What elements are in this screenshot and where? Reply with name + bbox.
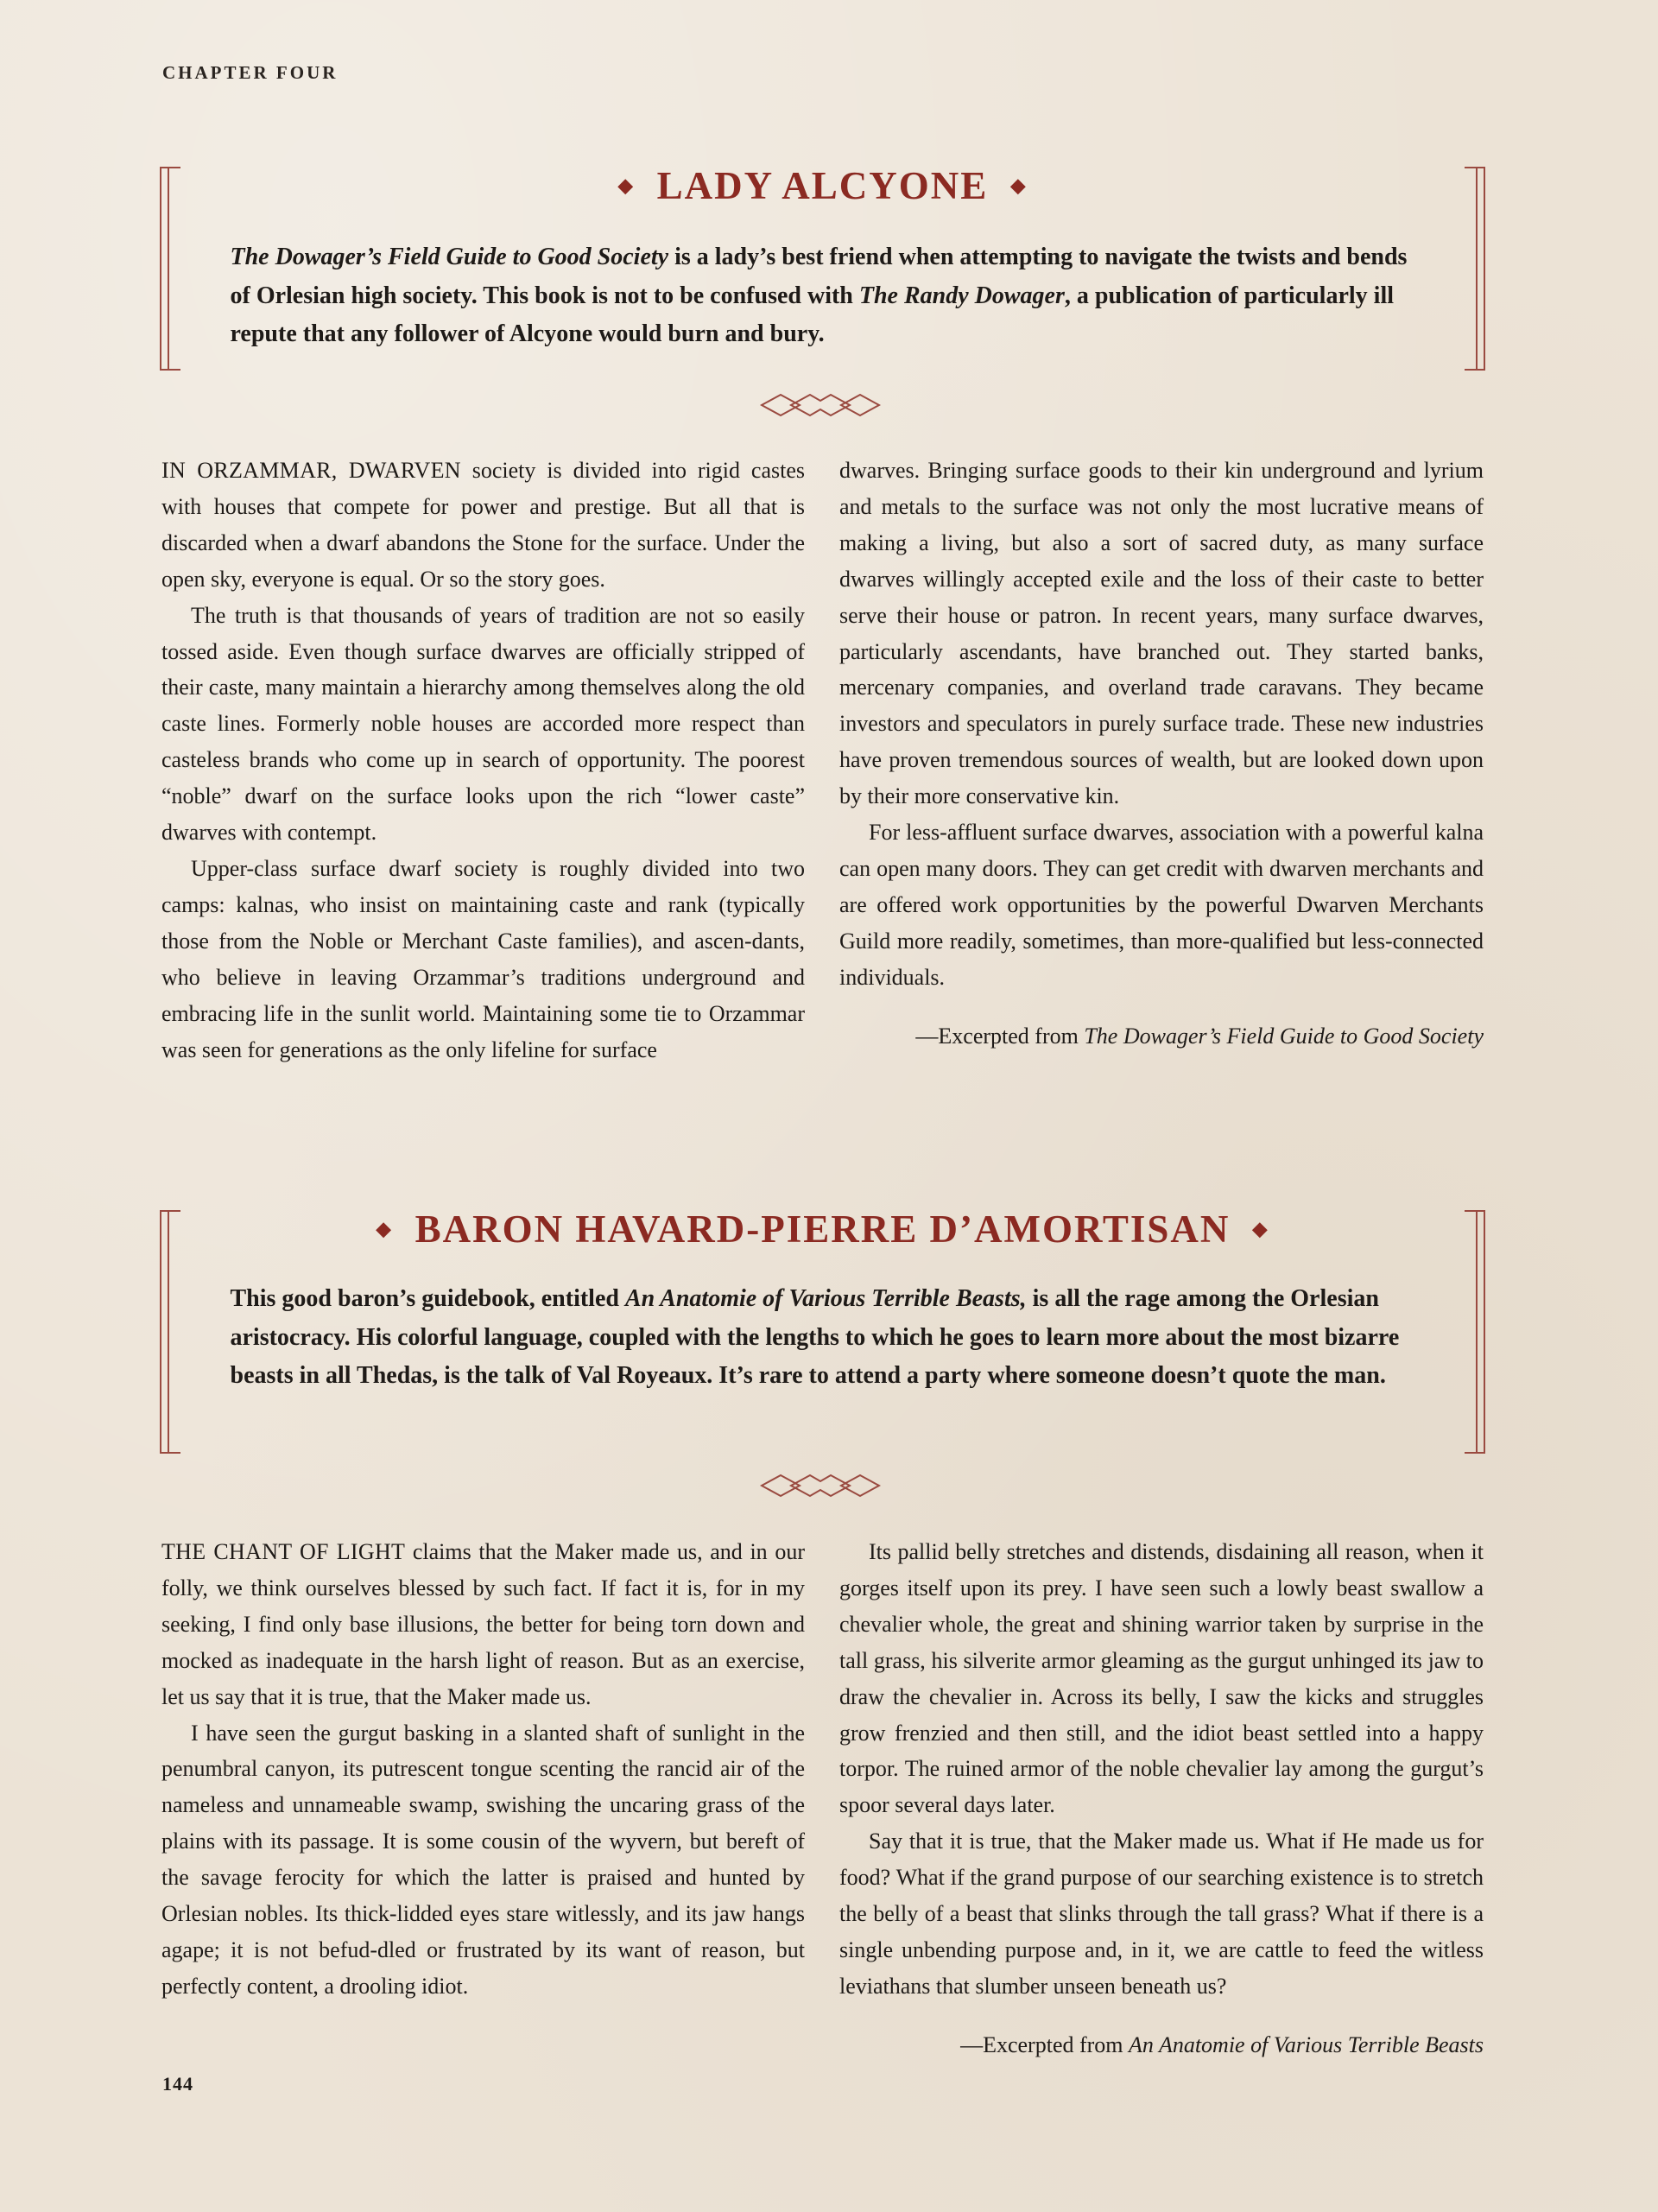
section-title: ◆ BARON HAVARD-PIERRE D’AMORTISAN ◆ [376, 1207, 1269, 1251]
paragraph: Its pallid belly stretches and distends, disdaining all reason, when it gorges itself upon its prey. I have seen such a lowly beast swallow a chevalier whole, the great and shining warrior taken by surprise in the tall grass, his silverite armor gleaming as the gurgut unhinged its jaw to draw the chevalier in. Across its belly, I saw the kicks and struggles grow frenzied and then still, and the idiot beast settled into a happy torpor. The ruined armor of the noble chevalier lay among the gurgut’s spoor several days later. [839, 1539, 1484, 1818]
right-bracket-decoration [1465, 167, 1485, 371]
attribution: —Excerpted from The Dowager’s Field Guide to Good Society [915, 1023, 1484, 1049]
right-column [839, 1534, 1484, 2063]
paragraph: For less-affluent surface dwarves, association with a powerful kalna can open many doors. They can get credit with dwarven merchants and are offered work opportunities by the powerful Dwarven Merchants Guild more readily, sometimes, than more-qualified but less-connected individuals. [839, 820, 1484, 990]
callout-baron-havard [160, 1207, 1485, 1454]
page-number: 144 [162, 2073, 193, 2095]
right-column [839, 453, 1484, 1055]
ornament-divider-icon [760, 1471, 881, 1500]
paragraph: dwarves. Bringing surface goods to their kin underground and lyrium and metals to the surface was not only the most lucrative means of making a living, but also a sort of sacred duty, as many surface dwarves willingly accepted exile and the loss of their caste to better serve their house or patron. In recent years, many surface dwarves, particularly ascendants, have branched out. They started banks, mercenary companies, and overland trade caravans. They became investors and speculators in purely surface trade. These new industries have proven tremendous sources of wealth, but are looked down upon by their more conservative kin. [839, 458, 1484, 809]
chapter-header: CHAPTER FOUR [162, 62, 339, 83]
section-intro: The Dowager’s Field Guide to Good Society is a lady’s best friend when attempting to navigate the twists and bends of Orlesian high society. This book is not to be confused with The Randy Dowager, a publication of particularly ill repute that any follower of Alcyone would burn and bury. [230, 244, 1408, 347]
section-intro: This good baron’s guidebook, entitled An Anatomie of Various Terrible Beasts, is all the rage among the Orlesian aristocracy. His colorful language, coupled with the lengths to which he goes to learn more about the most bizarre beasts in all Thedas, is the talk of Val Royeaux. It’s rare to attend a party where someone doesn’t quote the man. [230, 1285, 1400, 1389]
diamond-icon: ◆ [1252, 1218, 1269, 1239]
paragraph: The truth is that thousands of years of tradition are not so easily tossed aside. Even though surface dwarves are officially stripped of their caste, many maintain a hierarchy among themselves along the old caste lines. Formerly noble houses are accorded more respect than casteless brands who come up in search of opportunity. The poorest “noble” dwarf on the surface looks upon the rich “lower caste” dwarves with contempt. [161, 602, 805, 846]
left-column [161, 453, 805, 1068]
book-title: The Randy Dowager [858, 282, 1065, 309]
callout-lady-alcyone [160, 164, 1485, 371]
right-bracket-decoration [1465, 1210, 1485, 1454]
left-column [161, 1534, 805, 2005]
book-title: The Dowager’s Field Guide to Good Society [230, 244, 669, 270]
attribution: —Excerpted from An Anatomie of Various Terrible Beasts [960, 2031, 1484, 2057]
left-bracket-decoration [160, 167, 180, 371]
paragraph: Upper-class surface dwarf society is roughly divided into two camps: kalnas, who insist on maintaining caste and rank (typically those from the Noble or Merchant Caste families), and ascen-dants, who believe in leaving Orzammar’s traditions underground and embracing life in the sunlit world. Maintaining some tie to Orzammar was seen for generations as the only lifeline for surface [161, 855, 805, 1062]
paragraph: THE CHANT OF LIGHT claims that the Maker made us, and in our folly, we think ourselves blessed by such fact. If fact it is, for in my seeking, I find only base illusions, the better for being torn down and mocked as inadequate in the harsh light of reason. But as an exercise, let us say that it is true, that the Maker made us. [161, 1539, 805, 1709]
paragraph: I have seen the gurgut basking in a slanted shaft of sunlight in the penumbral canyon, its putrescent tongue scenting the rancid air of the nameless and unnameable swamp, swishing the uncaring grass of the plains with its passage. It is some cousin of the wyvern, but bereft of the savage ferocity for which the latter is praised and hunted by Orlesian nobles. Its thick-lidded eyes stare witlessly, and its jaw hangs agape; it is not befud-dled or frustrated by its want of reason, but perfectly content, a drooling idiot. [161, 1720, 805, 1999]
left-bracket-decoration [160, 1210, 180, 1454]
paragraph: Say that it is true, that the Maker made us. What if He made us for food? What if the grand purpose of our searching existence is to stretch the belly of a beast that slinks through the tall grass? What if there is a single unbending purpose and, in it, we are cattle to feed the witless leviathans that slumber unseen beneath us? [839, 1829, 1484, 1999]
diamond-icon: ◆ [1010, 174, 1028, 196]
book-title: An Anatomie of Various Terrible Beasts, [624, 1285, 1027, 1312]
section-title: ◆ LADY ALCYONE ◆ [617, 164, 1028, 207]
diamond-icon: ◆ [376, 1218, 393, 1239]
paragraph: IN ORZAMMAR, DWARVEN society is divided into rigid castes with houses that compete for power and prestige. But all that is discarded when a dwarf abandons the Stone for the surface. Under the open sky, everyone is equal. Or so the story goes. [161, 458, 805, 592]
diamond-icon: ◆ [617, 174, 635, 196]
ornament-divider-icon [760, 390, 881, 420]
